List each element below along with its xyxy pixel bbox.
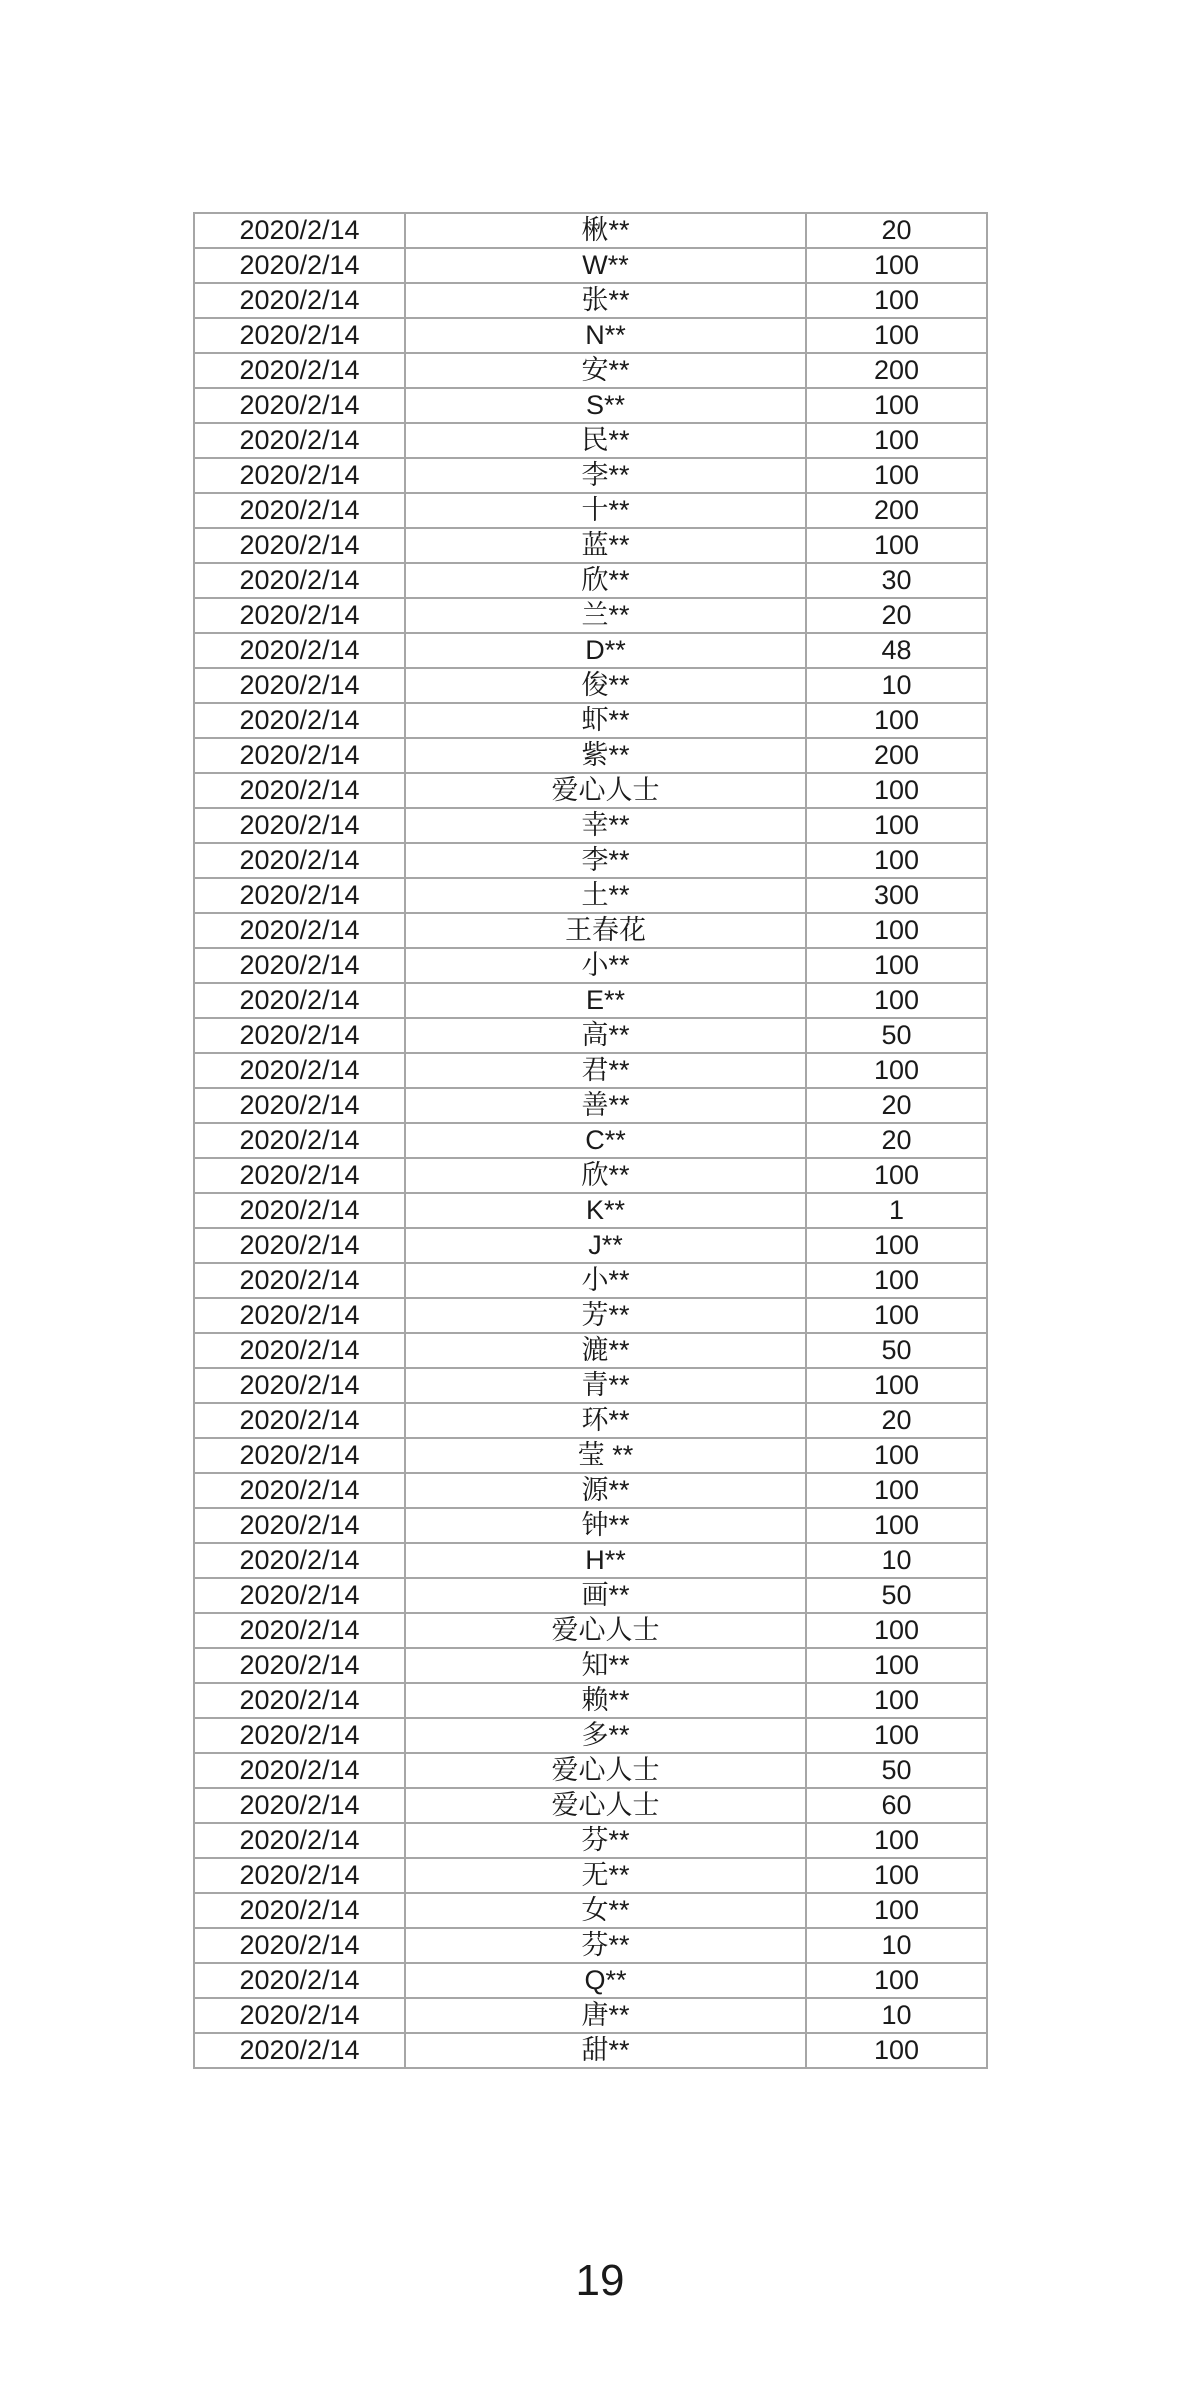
table-row [194,843,987,878]
date-cell: 2020/2/14 [194,1368,405,1403]
amount-cell: 50 [806,1753,987,1788]
donor-name-cell: 无** [405,1858,806,1893]
donor-name-cell: Q** [405,1963,806,1998]
amount-cell: 100 [806,703,987,738]
donor-name-cell: 爱心人士 [405,1753,806,1788]
table-row [194,1718,987,1753]
donor-name-cell: 爱心人士 [405,773,806,808]
amount-cell: 100 [806,983,987,1018]
table-row [194,213,987,248]
amount-cell: 30 [806,563,987,598]
donor-name-cell: 民** [405,423,806,458]
date-cell: 2020/2/14 [194,1543,405,1578]
amount-cell: 50 [806,1333,987,1368]
date-cell: 2020/2/14 [194,1473,405,1508]
amount-cell: 100 [806,1438,987,1473]
date-cell: 2020/2/14 [194,2033,405,2068]
date-cell: 2020/2/14 [194,248,405,283]
table-row [194,1998,987,2033]
table-row [194,1403,987,1438]
table-row [194,1788,987,1823]
amount-cell: 100 [806,458,987,493]
donor-name-cell: 画** [405,1578,806,1613]
table-row [194,1018,987,1053]
date-cell: 2020/2/14 [194,213,405,248]
donor-name-cell: H** [405,1543,806,1578]
date-cell: 2020/2/14 [194,1088,405,1123]
table-row [194,668,987,703]
donor-name-cell: 王春花 [405,913,806,948]
table-row [194,598,987,633]
table-row [194,458,987,493]
donor-name-cell: 善** [405,1088,806,1123]
date-cell: 2020/2/14 [194,703,405,738]
amount-cell: 100 [806,2033,987,2068]
table-row [194,1823,987,1858]
date-cell: 2020/2/14 [194,1228,405,1263]
table-row [194,1753,987,1788]
date-cell: 2020/2/14 [194,528,405,563]
donor-name-cell: 兰** [405,598,806,633]
amount-cell: 100 [806,1228,987,1263]
donor-name-cell: 爱心人士 [405,1613,806,1648]
date-cell: 2020/2/14 [194,388,405,423]
date-cell: 2020/2/14 [194,283,405,318]
amount-cell: 200 [806,738,987,773]
date-cell: 2020/2/14 [194,808,405,843]
amount-cell: 100 [806,1648,987,1683]
date-cell: 2020/2/14 [194,598,405,633]
donor-name-cell: 赖** [405,1683,806,1718]
date-cell: 2020/2/14 [194,1753,405,1788]
date-cell: 2020/2/14 [194,738,405,773]
date-cell: 2020/2/14 [194,1158,405,1193]
amount-cell: 100 [806,248,987,283]
table-row [194,808,987,843]
donor-name-cell: 钟** [405,1508,806,1543]
table-row [194,1963,987,1998]
date-cell: 2020/2/14 [194,983,405,1018]
amount-cell: 100 [806,528,987,563]
amount-cell: 100 [806,1298,987,1333]
donation-table-body [194,213,987,2068]
donor-name-cell: 高** [405,1018,806,1053]
donor-name-cell: W** [405,248,806,283]
donor-name-cell: C** [405,1123,806,1158]
amount-cell: 200 [806,493,987,528]
date-cell: 2020/2/14 [194,493,405,528]
amount-cell: 20 [806,1123,987,1158]
amount-cell: 100 [806,1473,987,1508]
date-cell: 2020/2/14 [194,1683,405,1718]
table-row [194,1333,987,1368]
table-row [194,773,987,808]
donor-name-cell: 紫** [405,738,806,773]
donor-name-cell: K** [405,1193,806,1228]
amount-cell: 10 [806,1998,987,2033]
date-cell: 2020/2/14 [194,878,405,913]
table-row [194,1928,987,1963]
amount-cell: 100 [806,1613,987,1648]
table-row [194,983,987,1018]
donor-name-cell: 漉** [405,1333,806,1368]
table-row [194,1158,987,1193]
table-row [194,1858,987,1893]
date-cell: 2020/2/14 [194,423,405,458]
table-row [194,1193,987,1228]
donor-name-cell: 芳** [405,1298,806,1333]
table-row [194,1438,987,1473]
amount-cell: 100 [806,913,987,948]
table-row [194,913,987,948]
table-row [194,1298,987,1333]
amount-cell: 100 [806,1823,987,1858]
amount-cell: 100 [806,318,987,353]
table-row [194,1648,987,1683]
table-row [194,1263,987,1298]
amount-cell: 10 [806,668,987,703]
date-cell: 2020/2/14 [194,1788,405,1823]
donor-name-cell: 俊** [405,668,806,703]
donor-name-cell: 十** [405,493,806,528]
table-row [194,1683,987,1718]
table-row [194,283,987,318]
date-cell: 2020/2/14 [194,913,405,948]
amount-cell: 100 [806,1718,987,1753]
amount-cell: 100 [806,1158,987,1193]
date-cell: 2020/2/14 [194,1928,405,1963]
amount-cell: 100 [806,423,987,458]
date-cell: 2020/2/14 [194,1893,405,1928]
date-cell: 2020/2/14 [194,318,405,353]
date-cell: 2020/2/14 [194,1823,405,1858]
date-cell: 2020/2/14 [194,1263,405,1298]
amount-cell: 100 [806,1683,987,1718]
amount-cell: 48 [806,633,987,668]
amount-cell: 100 [806,773,987,808]
table-row [194,1473,987,1508]
amount-cell: 20 [806,213,987,248]
donor-name-cell: J** [405,1228,806,1263]
table-row [194,1543,987,1578]
amount-cell: 100 [806,388,987,423]
amount-cell: 1 [806,1193,987,1228]
date-cell: 2020/2/14 [194,1508,405,1543]
donor-name-cell: E** [405,983,806,1018]
date-cell: 2020/2/14 [194,1333,405,1368]
donor-name-cell: 唐** [405,1998,806,2033]
table-row [194,318,987,353]
amount-cell: 50 [806,1018,987,1053]
date-cell: 2020/2/14 [194,1403,405,1438]
donor-name-cell: 莹 ** [405,1438,806,1473]
date-cell: 2020/2/14 [194,1438,405,1473]
page-number: 19 [575,2256,625,2305]
donation-table [193,212,988,2069]
table-row [194,1578,987,1613]
donor-name-cell: 知** [405,1648,806,1683]
amount-cell: 60 [806,1788,987,1823]
donor-name-cell: S** [405,388,806,423]
date-cell: 2020/2/14 [194,1998,405,2033]
donor-name-cell: 甜** [405,2033,806,2068]
table-row [194,388,987,423]
donor-name-cell: 女** [405,1893,806,1928]
table-row [194,948,987,983]
table-row [194,1893,987,1928]
date-cell: 2020/2/14 [194,948,405,983]
date-cell: 2020/2/14 [194,458,405,493]
date-cell: 2020/2/14 [194,1053,405,1088]
donor-name-cell: 青** [405,1368,806,1403]
donor-name-cell: 土** [405,878,806,913]
date-cell: 2020/2/14 [194,1578,405,1613]
donor-name-cell: 多** [405,1718,806,1753]
table-row [194,1508,987,1543]
date-cell: 2020/2/14 [194,668,405,703]
amount-cell: 100 [806,1858,987,1893]
amount-cell: 100 [806,1508,987,1543]
amount-cell: 200 [806,353,987,388]
donor-name-cell: 小** [405,1263,806,1298]
amount-cell: 100 [806,283,987,318]
table-row [194,1613,987,1648]
date-cell: 2020/2/14 [194,1648,405,1683]
amount-cell: 10 [806,1928,987,1963]
donor-name-cell: 小** [405,948,806,983]
amount-cell: 100 [806,1368,987,1403]
donor-name-cell: 爱心人士 [405,1788,806,1823]
donor-name-cell: 芬** [405,1823,806,1858]
table-row [194,2033,987,2068]
donor-name-cell: 欣** [405,563,806,598]
date-cell: 2020/2/14 [194,843,405,878]
date-cell: 2020/2/14 [194,773,405,808]
table-row [194,563,987,598]
date-cell: 2020/2/14 [194,1858,405,1893]
amount-cell: 100 [806,948,987,983]
amount-cell: 50 [806,1578,987,1613]
donor-name-cell: 李** [405,458,806,493]
donor-name-cell: 张** [405,283,806,318]
donor-name-cell: 安** [405,353,806,388]
table-row [194,1088,987,1123]
table-row [194,1123,987,1158]
table-row [194,1228,987,1263]
table-row [194,703,987,738]
date-cell: 2020/2/14 [194,563,405,598]
table-row [194,493,987,528]
donor-name-cell: 君** [405,1053,806,1088]
table-row [194,1368,987,1403]
donor-name-cell: 楸** [405,213,806,248]
donor-name-cell: 芬** [405,1928,806,1963]
donor-name-cell: D** [405,633,806,668]
donor-name-cell: N** [405,318,806,353]
date-cell: 2020/2/14 [194,353,405,388]
amount-cell: 300 [806,878,987,913]
table-row [194,1053,987,1088]
table-row [194,353,987,388]
donor-name-cell: 李** [405,843,806,878]
amount-cell: 100 [806,1263,987,1298]
donor-name-cell: 幸** [405,808,806,843]
table-row [194,878,987,913]
date-cell: 2020/2/14 [194,1123,405,1158]
table-row [194,423,987,458]
amount-cell: 20 [806,598,987,633]
donor-name-cell: 虾** [405,703,806,738]
table-row [194,528,987,563]
date-cell: 2020/2/14 [194,1718,405,1753]
date-cell: 2020/2/14 [194,1963,405,1998]
table-row [194,248,987,283]
amount-cell: 100 [806,843,987,878]
donor-name-cell: 欣** [405,1158,806,1193]
date-cell: 2020/2/14 [194,1193,405,1228]
donor-name-cell: 环** [405,1403,806,1438]
donor-name-cell: 源** [405,1473,806,1508]
table-row [194,633,987,668]
amount-cell: 100 [806,808,987,843]
amount-cell: 20 [806,1088,987,1123]
amount-cell: 100 [806,1053,987,1088]
date-cell: 2020/2/14 [194,633,405,668]
date-cell: 2020/2/14 [194,1613,405,1648]
amount-cell: 100 [806,1963,987,1998]
donor-name-cell: 蓝** [405,528,806,563]
date-cell: 2020/2/14 [194,1018,405,1053]
date-cell: 2020/2/14 [194,1298,405,1333]
amount-cell: 10 [806,1543,987,1578]
amount-cell: 20 [806,1403,987,1438]
table-row [194,738,987,773]
amount-cell: 100 [806,1893,987,1928]
